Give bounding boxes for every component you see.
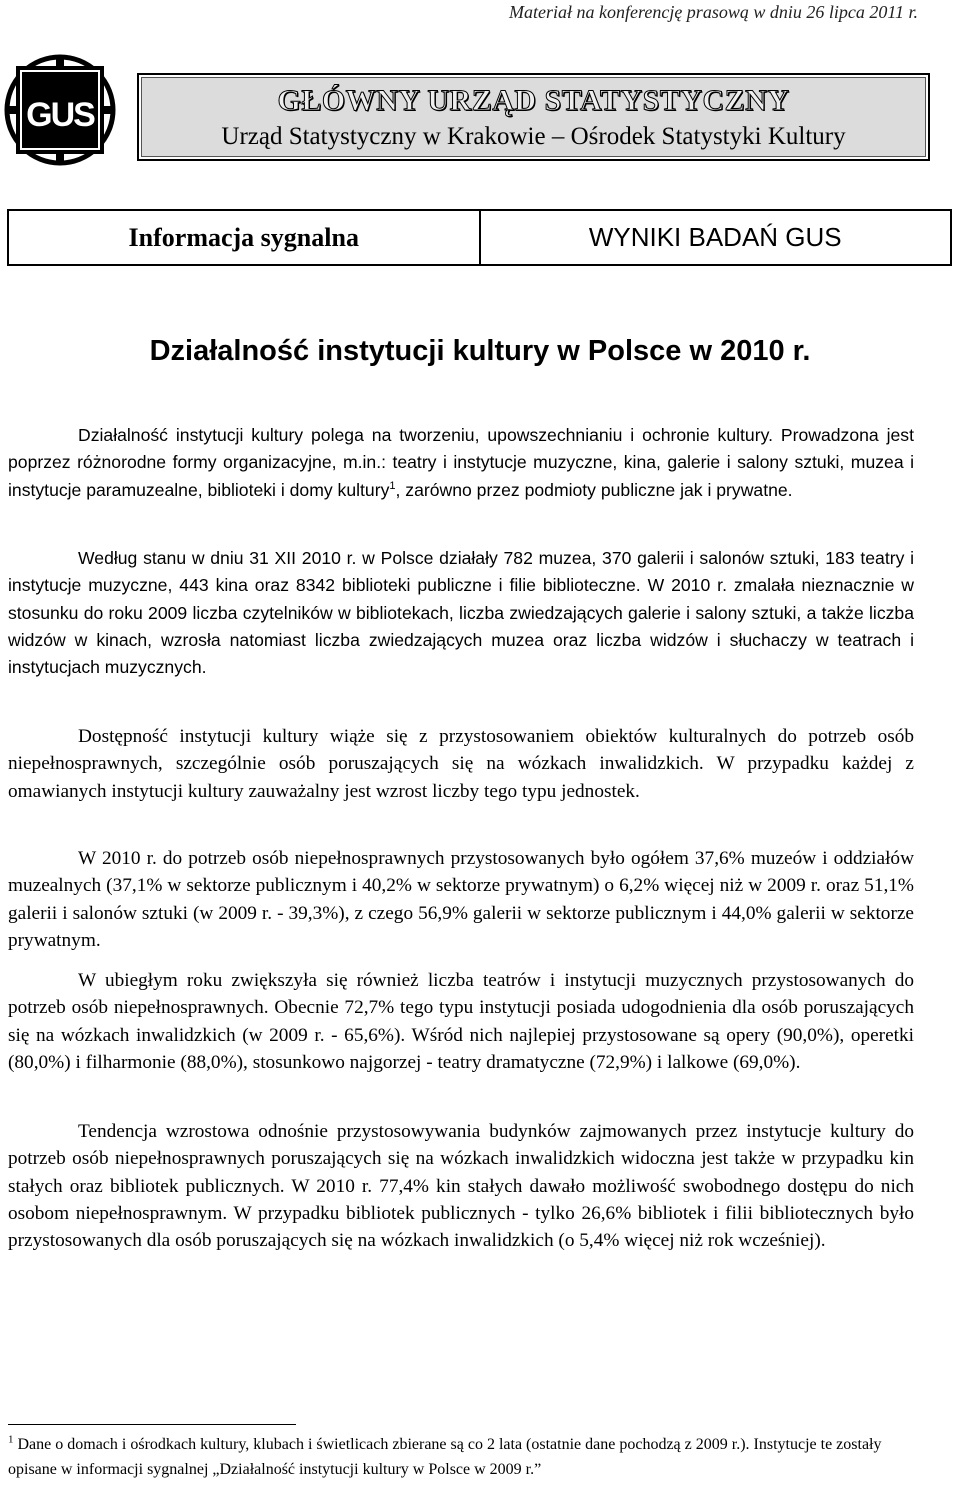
gus-logo-icon [4, 54, 116, 166]
header-box [137, 73, 930, 161]
footnote: $^1$ Dane o domach i ośrodkach kultury, klubach i świetlicach zbierane są co 2 lata (ostatnie dane pochodzą z 2009 r.). Instytucje te zostały opisane w informacji sygnalnej „Działalność instytucji kultury w Polsce w 2009 r.” [8, 1433, 882, 1478]
info-type-label: Informacja sygnalna [9, 211, 481, 264]
paragraph-intro: Działalność instytucji kultury polega na tworzeniu, upowszechnianiu i ochronie kultury. Prowadzona jest poprzez różnorodne formy organizacyjne, m.in.: teatry i instytucje muzyczne, kina, galerie i salony sztuki, muzea i instytucje paramuzealne, biblioteki i domy kultury$^1$, zarówno przez podmioty publiczne jak i prywatne. [8, 425, 914, 500]
conference-note: Materiał na konferencję prasową w dniu 26 lipca 2011 r. [509, 2, 918, 22]
paragraph-theatres: W ubiegłym roku zwiększyła się również liczba teatrów i instytucji muzycznych przystosowanych do potrzeb osób niepełnosprawnych. Obecnie 72,7% tego typu instytucji posiada udogodnienia dla osób poruszających się na wózkach inwalidzkich (w 2009 r. - 65,6%). Wśród nich najlepiej przystosowane są opery (90,0%), operetki (80,0%) i filharmonie (88,0%), stosunkowo najgorzej - teatry dramatyczne (72,9%) i lalkowe (69,0%). [8, 970, 914, 1073]
results-label: WYNIKI BADAŃ GUS [588, 222, 842, 252]
footnote-divider [8, 1424, 296, 1425]
footnote-ref: 1 [389, 479, 396, 492]
footnote-mark: 1 [8, 1433, 14, 1446]
document-title: Działalność instytucji kultury w Polsce w 2010 r. [149, 335, 811, 367]
paragraph-accessibility: Dostępność instytucji kultury wiąże się z przystosowaniem obiektów kulturalnych do potrzeb osób niepełnosprawnych, szczególnie osób poruszających się na wózkach inwalidzkich. W przypadku każdej z omawianych instytucji kultury zauważalny jest wzrost liczby tego typu jednostek. [8, 726, 914, 802]
paragraph-cinemas-libraries: Tendencja wzrostowa odnośnie przystosowywania budynków zajmowanych przez instytucje kultury do potrzeb osób niepełnosprawnych poruszających się na wózkach inwalidzkich widoczna jest także w przypadku kin stałych oraz bibliotek publicznych. W 2010 r. 77,4% kin stałych dawało możliwość swobodnego dostępu do nich osobom niepełnosprawnym. W przypadku bibliotek publicznych - tylko 26,6% bibliotek i filii bibliotecznych było przystosowanych dla osób poruszających się na wózkach inwalidzkich (o 5,4% więcej niż rok wcześniej). [8, 1121, 914, 1252]
paragraph-museums: W 2010 r. do potrzeb osób niepełnosprawnych przystosowanych było ogółem 37,6% muzeów i oddziałów muzealnych (37,1% w sektorze publicznym i 40,2% w sektorze prywatnym) o 6,2% więcej niż w 2009 r. oraz 51,1% galerii i salonów sztuki (w 2009 r. - 39,3%), z czego 56,9% galerii w sektorze publicznym i 44,0% galerii w sektorze prywatnym. [8, 848, 914, 951]
paragraph-stats: Według stanu w dniu 31 XII 2010 r. w Polsce działały 782 muzea, 370 galerii i salonów sztuki, 183 teatry i instytucje muzyczne, 443 kina oraz 8342 biblioteki publiczne i filie biblioteczne. W 2010 r. zmalała nieznacznie w stosunku do roku 2009 liczba czytelników w bibliotekach, liczba zwiedzających galerie i salony sztuki, a także liczba widzów w kinach, wzrosła natomiast liczba zwiedzających muzea oraz liczba widzów i słuchaczy w teatrach i instytucjach muzycznych. [8, 548, 914, 678]
info-banner [7, 209, 952, 266]
svg-text:GUS: GUS [26, 96, 94, 134]
institution-title: GŁÓWNY URZĄD STATYSTYCZNY [277, 84, 790, 117]
institution-subtitle: Urząd Statystyczny w Krakowie – Ośrodek Statystyki Kultury [221, 123, 846, 150]
